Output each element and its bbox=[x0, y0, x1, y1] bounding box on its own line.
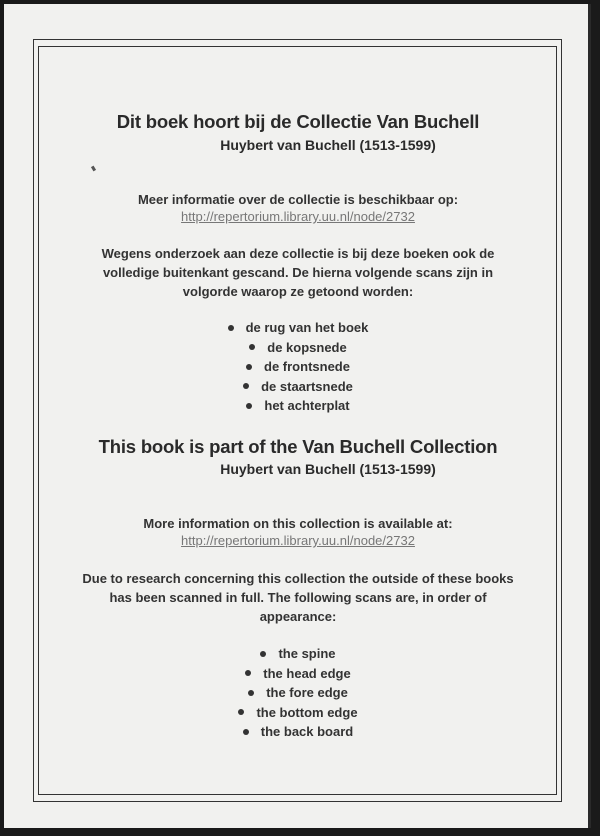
list-item: de frontsnede bbox=[38, 357, 558, 377]
nl-list bbox=[38, 318, 558, 416]
nl-paragraph: Wegens onderzoek aan deze collectie is bij deze boeken ook de volledige buitenkant gescand. De hierna volgende scans zijn in volgorde waarop ze getoond worden: bbox=[101, 246, 495, 299]
en-link[interactable]: http://repertorium.library.uu.nl/node/2732 bbox=[181, 533, 415, 548]
bullet-icon bbox=[238, 709, 244, 715]
list-item: het achterplat bbox=[38, 396, 558, 416]
bullet-icon bbox=[243, 729, 249, 735]
bullet-icon bbox=[246, 403, 252, 409]
list-item: de rug van het boek bbox=[38, 318, 558, 338]
list-item: de staartsnede bbox=[38, 377, 558, 397]
list-item: the fore edge bbox=[38, 683, 558, 703]
bullet-icon bbox=[243, 383, 249, 389]
bullet-icon bbox=[249, 344, 255, 350]
list-item: de kopsnede bbox=[38, 338, 558, 358]
en-title: This book is part of the Van Buchell Collection bbox=[98, 436, 498, 457]
en-info-text: More information on this collection is available at: bbox=[143, 516, 453, 531]
list-item: the bottom edge bbox=[38, 703, 558, 723]
en-subtitle: Huybert van Buchell (1513-1599) bbox=[220, 461, 436, 477]
nl-title: Dit boek hoort bij de Collectie Van Buchell bbox=[116, 111, 480, 132]
bullet-icon bbox=[245, 670, 251, 676]
nl-link[interactable]: http://repertorium.library.uu.nl/node/2732 bbox=[181, 209, 415, 224]
nl-info-text: Meer informatie over de collectie is beschikbaar op: bbox=[137, 192, 459, 207]
nl-subtitle: Huybert van Buchell (1513-1599) bbox=[220, 137, 436, 153]
en-paragraph: Due to research concerning this collection the outside of these books has been scanned in full. The following scans are, in order of appearance: bbox=[82, 571, 514, 624]
bullet-icon bbox=[248, 690, 254, 696]
list-item: the spine bbox=[38, 644, 558, 664]
bullet-icon bbox=[246, 364, 252, 370]
list-item: the back board bbox=[38, 722, 558, 742]
en-list bbox=[38, 644, 558, 742]
bullet-icon bbox=[260, 651, 266, 657]
list-item: the head edge bbox=[38, 664, 558, 684]
bullet-icon bbox=[228, 325, 234, 331]
